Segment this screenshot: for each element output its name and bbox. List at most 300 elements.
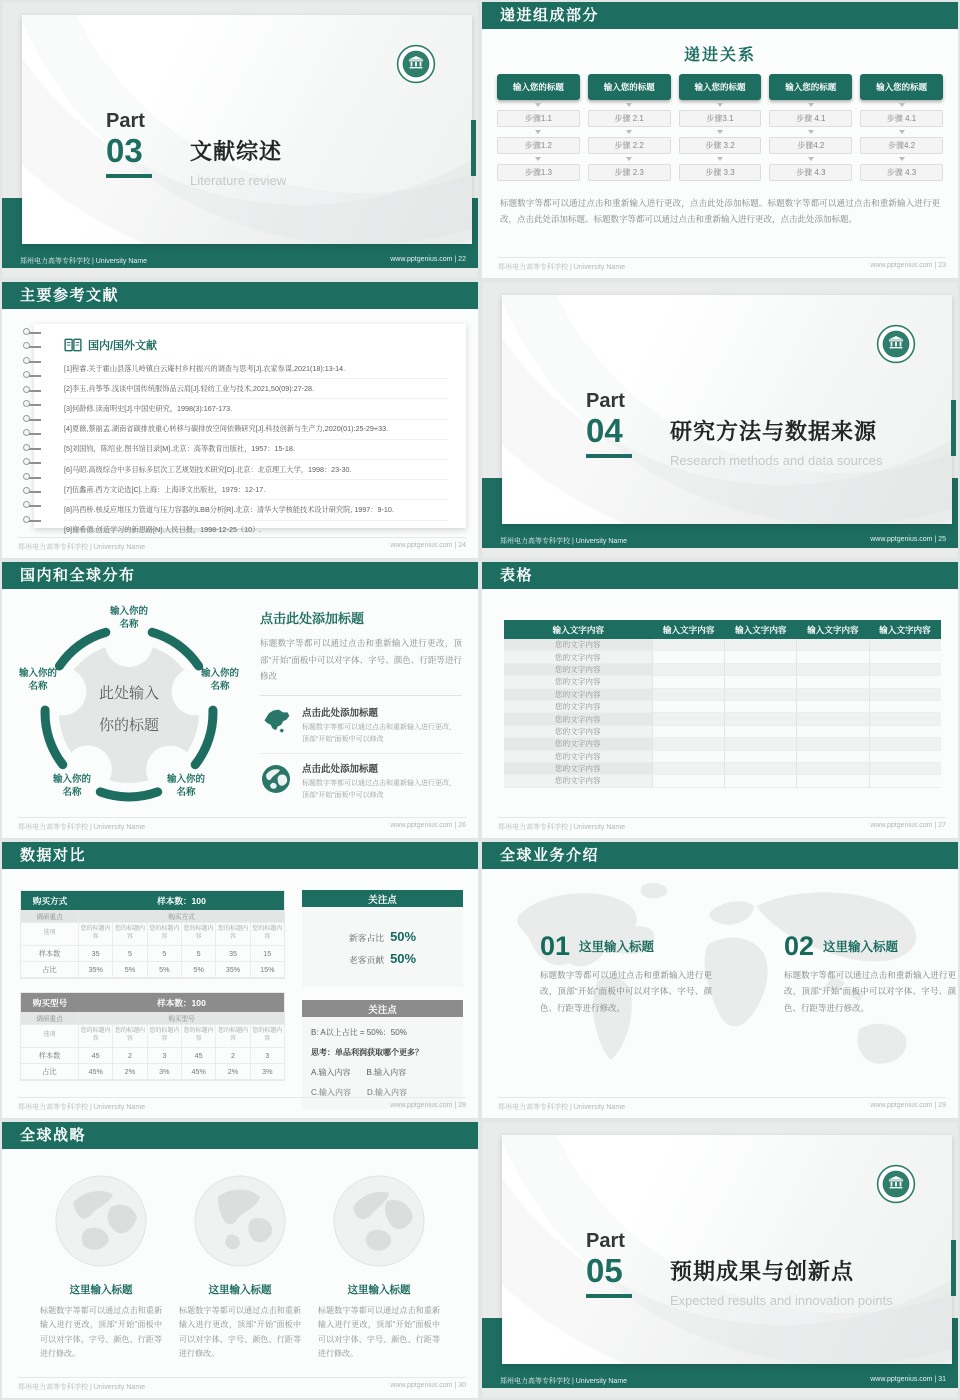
step-box: 步骤4.2 bbox=[860, 137, 943, 154]
part-label: Part bbox=[106, 110, 145, 132]
diagram-title: 递进关系 bbox=[683, 47, 756, 64]
part-number: 04 bbox=[586, 412, 623, 449]
step-box: 步骤 3.3 bbox=[679, 164, 762, 181]
step-box: 步骤1.3 bbox=[497, 164, 580, 181]
table-cell: 您的文字内容 bbox=[504, 763, 653, 775]
data-cell: 2% bbox=[216, 1064, 250, 1080]
divider bbox=[260, 695, 462, 696]
footer-site-page: www.pptgenius.com | 25 bbox=[870, 536, 946, 543]
data-cell: 您的标题内容 bbox=[79, 923, 113, 946]
row-label: 占比 bbox=[21, 962, 79, 978]
column-header: 输入文字内容 bbox=[879, 624, 931, 635]
data-cell: 5% bbox=[113, 962, 147, 978]
reference-item: [8]冯西桥.核反应堆压力管道与压力容器的LBB分析[R].北京：清华大学核能技术设计研究院, 1997：9-10. bbox=[64, 500, 448, 520]
data-cell: 您的标题内容 bbox=[148, 1025, 182, 1048]
item-title: 点击此处添加标题 bbox=[302, 763, 379, 775]
table-cell bbox=[797, 651, 869, 663]
step-box: 步骤3.1 bbox=[679, 110, 762, 127]
part-block bbox=[106, 110, 152, 178]
footer-site-page: www.pptgenius.com | 31 bbox=[870, 1376, 946, 1383]
petal-label: 输入你的 名称 bbox=[200, 668, 239, 692]
arrow-down-icon bbox=[535, 157, 541, 161]
data-cell: 15 bbox=[251, 946, 284, 962]
list-item bbox=[260, 698, 462, 753]
table-cell: 您的文字内容 bbox=[504, 676, 653, 688]
section-title-en: Literature review bbox=[190, 173, 287, 188]
footer-university: 郑州电力高等专科学校 | University Name bbox=[18, 824, 146, 831]
strategy-columns bbox=[2, 1149, 478, 1362]
spiral-ring bbox=[26, 518, 41, 522]
table-cell bbox=[797, 751, 869, 763]
petal-diagram bbox=[18, 606, 239, 816]
data-cell: 您的标题内容 bbox=[216, 1025, 250, 1048]
underline-accent bbox=[586, 454, 632, 458]
footer-university: 郑州电力高等专科学校 | University Name bbox=[500, 1378, 628, 1385]
note-line: C.输入内容 D.输入内容 bbox=[311, 1088, 407, 1097]
footer-university: 郑州电力高等专科学校 | University Name bbox=[498, 264, 626, 271]
part-number: 05 bbox=[586, 1252, 623, 1289]
spiral-ring bbox=[26, 431, 41, 435]
focus-box bbox=[302, 890, 463, 987]
progress-column bbox=[860, 74, 943, 181]
point-number: 01 bbox=[540, 931, 571, 961]
data-cell: 45% bbox=[182, 1064, 216, 1080]
table-row bbox=[504, 763, 941, 775]
stat-label: 新客占比 bbox=[348, 932, 385, 943]
note-line: 思考：单品利润获取哪个更多？ bbox=[311, 1048, 423, 1057]
reference-item: [5]刘国钧，陈绍业.图书馆目录[M].北京：高等教育出版社，1957：15-18. bbox=[64, 440, 448, 460]
row-label: 样本数 bbox=[21, 1048, 79, 1064]
university-seal-logo bbox=[876, 324, 916, 364]
table-cell bbox=[870, 701, 941, 713]
step-box: 步骤 4.1 bbox=[769, 110, 852, 127]
point-body: 标题数字等都可以通过点击和重新输入进行更改，顶部“开始”面板中可以对字体、字号、颜色、行距等进行修改。 bbox=[784, 970, 956, 1013]
slide-footer bbox=[18, 537, 466, 552]
slide-27-table[interactable] bbox=[482, 562, 958, 838]
slide-card bbox=[502, 1135, 952, 1364]
section-title-cn: 研究方法与数据来源 bbox=[670, 419, 878, 444]
step-box: 步骤 2.3 bbox=[588, 164, 671, 181]
spiral-ring bbox=[26, 489, 41, 493]
step-box: 步骤1.1 bbox=[497, 110, 580, 127]
university-seal-logo bbox=[396, 44, 436, 84]
table-row bbox=[504, 664, 941, 676]
panel-title: 点击此处添加标题 bbox=[260, 611, 365, 626]
slide-30-global-strategy[interactable] bbox=[2, 1122, 478, 1398]
slide-28-data-compare[interactable] bbox=[2, 842, 478, 1118]
data-cell: 您的标题内容 bbox=[79, 1025, 113, 1048]
table-cell bbox=[725, 639, 797, 651]
footer-site-page: www.pptgenius.com | 29 bbox=[870, 1102, 946, 1109]
stat-value: 50% bbox=[390, 928, 417, 944]
table-cell: 您的文字内容 bbox=[504, 689, 653, 701]
column-title: 这里输入标题 bbox=[347, 1284, 411, 1296]
data-cell: 2 bbox=[216, 1048, 250, 1064]
panel-body: 标题数字等都可以通过点击和重新输入进行更改，顶部“开始”面板中可以对字体、字号、颜色、行距等进行修改 bbox=[260, 638, 462, 682]
arrow-down-icon bbox=[535, 103, 541, 107]
data-cell: 2 bbox=[113, 1048, 147, 1064]
slide-29-global-business[interactable] bbox=[482, 842, 958, 1118]
focus-boxes bbox=[302, 890, 463, 1118]
table-row bbox=[21, 962, 284, 978]
spiral-ring bbox=[26, 460, 41, 464]
column-title-box: 输入您的标题 bbox=[588, 74, 671, 100]
data-cell: 您的标题内容 bbox=[182, 1025, 216, 1048]
spiral-ring bbox=[26, 402, 41, 406]
table-cell bbox=[653, 689, 725, 701]
step-box: 步骤4.2 bbox=[769, 137, 852, 154]
slide-footer bbox=[18, 817, 466, 832]
row-label: 调研重点 bbox=[21, 910, 79, 923]
table-cell: 您的文字内容 bbox=[504, 701, 653, 713]
petal-label: 输入你的 名称 bbox=[109, 606, 148, 630]
table-header-row bbox=[504, 620, 941, 639]
spiral-ring bbox=[26, 503, 41, 507]
footer-university: 郑州电力高等专科学校 | University Name bbox=[498, 1104, 626, 1111]
table-cell bbox=[725, 701, 797, 713]
table-cell bbox=[870, 676, 941, 688]
table-row bbox=[504, 676, 941, 688]
table-row bbox=[21, 946, 284, 962]
reference-item: [2]李玉,肖筝筝.浅谈中国传统服饰品云肩[J].轻纺工业与技术,2021,50(09):27-28. bbox=[64, 379, 448, 399]
table-title: 购买型号 bbox=[21, 993, 79, 1012]
row-value: 购买方式 bbox=[79, 910, 284, 923]
data-cell: 3 bbox=[251, 1048, 284, 1064]
reference-item: [4]夏薇,蔡丽孟.湖南省碳排放重心转移与碳排放空间依赖研究[J].科技创新与生产力,2020(01):25-29+33. bbox=[64, 420, 448, 440]
column-body: 标题数字等都可以通过点击和重新输入进行更改，顶部“开始”面板中可以对字体、字号、颜色、行距等进行修改。 bbox=[318, 1306, 440, 1359]
footer-site-page: www.pptgenius.com | 30 bbox=[390, 1382, 466, 1389]
data-cell: 45 bbox=[182, 1048, 216, 1064]
data-cell: 2% bbox=[113, 1064, 147, 1080]
column-header: 输入文字内容 bbox=[734, 624, 787, 635]
section-heading bbox=[64, 337, 448, 353]
arrow-down-icon bbox=[808, 103, 814, 107]
data-cell: 45 bbox=[79, 1048, 113, 1064]
table-cell: 您的文字内容 bbox=[504, 639, 653, 651]
section-titles bbox=[670, 1255, 893, 1308]
reference-item: [1]程睿.关于霍山县落儿岭镇白云庵村乡村振兴的调查与思考[J].农家参谋,2021(18):13-14. bbox=[64, 359, 448, 379]
data-cell: 35 bbox=[79, 946, 113, 962]
arrow-down-icon bbox=[808, 130, 814, 134]
petal-label: 输入你的 名称 bbox=[166, 774, 205, 798]
table-cell bbox=[725, 763, 797, 775]
column-body: 标题数字等都可以通过点击和重新输入进行更改，顶部“开始”面板中可以对字体、字号、颜色、行距等进行修改。 bbox=[179, 1306, 301, 1359]
slide-card bbox=[22, 15, 472, 244]
slide-header-bar: 数据对比 bbox=[2, 842, 478, 869]
diagram-center-title: 此处输入 你的标题 bbox=[98, 685, 159, 734]
footer-university: 郑州电力高等专科学校 | University Name bbox=[498, 824, 626, 831]
slide-23-progression[interactable] bbox=[482, 2, 958, 278]
table-title-row bbox=[21, 891, 284, 910]
data-table bbox=[504, 620, 941, 788]
table-cell: 您的文字内容 bbox=[504, 726, 653, 738]
table-cell bbox=[653, 639, 725, 651]
step-box: 步骤1.2 bbox=[497, 137, 580, 154]
table-title: 购买方式 bbox=[21, 891, 79, 910]
table-cell bbox=[797, 676, 869, 688]
reference-item: [7]伍蠡甫.西方文论选[C].上海：上海译文出版社，1979：12-17. bbox=[64, 480, 448, 500]
step-box: 步骤 4.3 bbox=[860, 164, 943, 181]
arrow-down-icon bbox=[626, 157, 632, 161]
data-cell: 35% bbox=[79, 962, 113, 978]
step-box: 步骤 4.1 bbox=[860, 110, 943, 127]
section-title-cn: 预期成果与创新点 bbox=[670, 1259, 855, 1284]
table-row bbox=[504, 738, 941, 750]
slide-26-distribution[interactable] bbox=[2, 562, 478, 838]
section-title: 国内/国外文献 bbox=[88, 340, 158, 352]
data-cell: 您的标题内容 bbox=[113, 923, 147, 946]
slide-22-section-divider[interactable] bbox=[2, 2, 478, 278]
table-row bbox=[504, 713, 941, 725]
arrow-down-icon bbox=[535, 130, 541, 134]
table-cell bbox=[870, 713, 941, 725]
footer-university: 郑州电力高等专科学校 | University Name bbox=[18, 1104, 146, 1111]
data-cell: 45% bbox=[79, 1064, 113, 1080]
section-titles bbox=[670, 415, 882, 468]
petal-label: 输入你的 名称 bbox=[18, 668, 57, 692]
footer-site-page: www.pptgenius.com | 24 bbox=[390, 542, 466, 549]
footer-university: 郑州电力高等专科学校 | University Name bbox=[18, 544, 146, 551]
spiral-ring bbox=[26, 359, 41, 363]
point-title: 这里输入标题 bbox=[579, 940, 655, 955]
data-cell: 3% bbox=[148, 1064, 182, 1080]
column-title-box: 输入您的标题 bbox=[860, 74, 943, 100]
row-label: 样本数 bbox=[21, 946, 79, 962]
underline-accent bbox=[586, 1294, 632, 1298]
slide-31-section-divider[interactable] bbox=[482, 1122, 958, 1398]
table-cell bbox=[653, 763, 725, 775]
data-cell: 您的标题内容 bbox=[216, 923, 250, 946]
data-cell: 您的标题内容 bbox=[251, 1025, 284, 1048]
footer-site-page: www.pptgenius.com | 28 bbox=[390, 1102, 466, 1109]
books-icon bbox=[64, 338, 82, 352]
step-box: 步骤 3.2 bbox=[679, 137, 762, 154]
data-cell: 35% bbox=[216, 962, 250, 978]
note-line: A.输入内容 B.输入内容 bbox=[311, 1068, 407, 1077]
slide-footer bbox=[500, 1372, 946, 1386]
compare-table bbox=[20, 992, 285, 1081]
data-cell: 您的标题内容 bbox=[251, 923, 284, 946]
row-label: 占比 bbox=[21, 1064, 79, 1080]
spiral-ring bbox=[26, 446, 41, 450]
table-cell bbox=[725, 726, 797, 738]
point-number: 02 bbox=[784, 931, 815, 961]
slide-footer bbox=[20, 252, 466, 266]
strategy-column bbox=[179, 1173, 301, 1362]
table-cell bbox=[870, 751, 941, 763]
part-number: 03 bbox=[106, 132, 143, 169]
table-row bbox=[504, 701, 941, 713]
item-title: 点击此处添加标题 bbox=[302, 707, 379, 719]
right-panel bbox=[260, 608, 462, 809]
data-cell: 5% bbox=[182, 962, 216, 978]
section-titles bbox=[190, 135, 286, 188]
item-body: 标题数字等都可以通过点击和重新输入进行更改，顶部“开始”面板中可以修改 bbox=[302, 779, 456, 800]
table-cell bbox=[797, 726, 869, 738]
globe-icon bbox=[53, 1173, 149, 1269]
numbered-point bbox=[540, 931, 712, 1016]
body-paragraph: 标题数字等都可以通过点击和重新输入进行更改，点击此处添加标题。标题数字等都可以通过点击和重新输入进行更改，点击此处添加标题。标题数字等都可以通过点击和重新输入进行更改，点击此处添加标题。 bbox=[500, 198, 940, 224]
slide-header-bar: 表格 bbox=[482, 562, 958, 589]
progress-columns bbox=[497, 74, 943, 181]
column-header: 输入文字内容 bbox=[662, 624, 715, 635]
slide-header-bar: 递进组成部分 bbox=[482, 2, 958, 29]
column-title-box: 输入您的标题 bbox=[497, 74, 580, 100]
sample-count: 样本数：100 bbox=[79, 891, 284, 910]
arrow-down-icon bbox=[717, 130, 723, 134]
arrow-down-icon bbox=[717, 103, 723, 107]
point-body: 标题数字等都可以通过点击和重新输入进行更改，顶部“开始”面板中可以对字体、字号、颜色、行距等进行修改。 bbox=[540, 970, 712, 1013]
slide-footer bbox=[18, 1377, 466, 1392]
spiral-ring bbox=[26, 388, 41, 392]
footer-site-page: www.pptgenius.com | 22 bbox=[390, 256, 466, 263]
column-title-box: 输入您的标题 bbox=[679, 74, 762, 100]
data-cell: 您的标题内容 bbox=[148, 923, 182, 946]
petal-label: 输入你的 名称 bbox=[52, 774, 91, 798]
data-cell: 您的标题内容 bbox=[182, 923, 216, 946]
slide-25-section-divider[interactable] bbox=[482, 282, 958, 558]
table-cell bbox=[870, 738, 941, 750]
part-label: Part bbox=[586, 1230, 625, 1252]
table-cell bbox=[870, 763, 941, 775]
slide-footer bbox=[498, 1097, 946, 1112]
arrow-down-icon bbox=[899, 130, 905, 134]
table-cell: 您的文字内容 bbox=[504, 738, 653, 750]
slide-header-bar: 主要参考文献 bbox=[2, 282, 478, 309]
table-cell bbox=[797, 775, 869, 787]
table-cell bbox=[797, 763, 869, 775]
globe-icon bbox=[260, 763, 292, 795]
table-cell bbox=[870, 775, 941, 787]
progress-column bbox=[679, 74, 762, 181]
focus-box-title: 关注点 bbox=[302, 1000, 463, 1017]
column-header: 输入文字内容 bbox=[807, 624, 859, 635]
table-row bbox=[504, 639, 941, 651]
data-cell: 5 bbox=[182, 946, 216, 962]
table-row bbox=[21, 923, 284, 946]
table-cell bbox=[725, 676, 797, 688]
table-cell bbox=[725, 664, 797, 676]
table-row bbox=[504, 751, 941, 763]
progress-column bbox=[769, 74, 852, 181]
table-cell bbox=[870, 651, 941, 663]
strategy-column bbox=[40, 1173, 162, 1362]
table-cell: 您的文字内容 bbox=[504, 751, 653, 763]
table-row bbox=[21, 1048, 284, 1064]
footer-university: 郑州电力高等专科学校 | University Name bbox=[18, 1384, 146, 1391]
section-title-en: Research methods and data sources bbox=[670, 453, 883, 468]
slide-footer bbox=[18, 1097, 466, 1112]
spiral-ring bbox=[26, 344, 41, 348]
reference-item: [9]谢希德.创造学习的新思路[N].人民日报，1998-12-25（10）. bbox=[64, 525, 262, 535]
right-edge-accent bbox=[951, 400, 956, 456]
table-cell: 您的文字内容 bbox=[504, 775, 653, 787]
slide-header-bar: 全球业务介绍 bbox=[482, 842, 958, 869]
table-cell bbox=[653, 651, 725, 663]
strategy-column bbox=[318, 1173, 440, 1362]
arrow-down-icon bbox=[717, 157, 723, 161]
table-cell bbox=[797, 689, 869, 701]
data-cell: 5 bbox=[148, 946, 182, 962]
item-body: 标题数字等都可以通过点击和重新输入进行更改，顶部“开始”面板中可以修改 bbox=[302, 723, 456, 744]
underline-accent bbox=[106, 174, 152, 178]
column-body: 标题数字等都可以通过点击和重新输入进行更改，顶部“开始”面板中可以对字体、字号、颜色、行距等进行修改。 bbox=[40, 1306, 162, 1359]
spiral-ring bbox=[26, 475, 41, 479]
footer-site-page: www.pptgenius.com | 27 bbox=[870, 822, 946, 829]
table-subhead-row bbox=[21, 1012, 284, 1025]
table-cell bbox=[725, 775, 797, 787]
paper-sheet bbox=[34, 324, 466, 535]
right-edge-accent bbox=[471, 120, 476, 176]
section-title-en: Expected results and innovation points bbox=[670, 1293, 893, 1308]
table-cell: 您的文字内容 bbox=[504, 713, 653, 725]
column-title-box: 输入您的标题 bbox=[769, 74, 852, 100]
table-cell bbox=[725, 751, 797, 763]
section-title-cn: 文献综述 bbox=[190, 139, 283, 164]
progress-column bbox=[588, 74, 671, 181]
table-subhead-row bbox=[21, 910, 284, 923]
table-cell bbox=[653, 664, 725, 676]
footer-site-page: www.pptgenius.com | 26 bbox=[390, 822, 466, 829]
arrow-down-icon bbox=[626, 130, 632, 134]
table-row bbox=[504, 726, 941, 738]
arrow-down-icon bbox=[808, 157, 814, 161]
slide-header-bar: 国内和全球分布 bbox=[2, 562, 478, 589]
focus-box-body bbox=[302, 907, 463, 987]
part-block bbox=[586, 390, 632, 458]
reference-item: [6]马昭.高级综合中多目标多层次工艺规划技术研究[D].北京：北京理工大学，1998：23-30. bbox=[64, 460, 448, 480]
table-cell bbox=[725, 651, 797, 663]
spiral-ring bbox=[26, 417, 41, 421]
column-title: 这里输入标题 bbox=[69, 1284, 133, 1296]
footer-university: 郑州电力高等专科学校 | University Name bbox=[20, 258, 148, 265]
table-cell bbox=[870, 689, 941, 701]
row-label: 选项 bbox=[21, 923, 79, 946]
row-value: 购买型号 bbox=[79, 1012, 284, 1025]
table-cell bbox=[653, 775, 725, 787]
table-cell bbox=[653, 713, 725, 725]
part-block bbox=[586, 1230, 632, 1298]
arrow-down-icon bbox=[626, 103, 632, 107]
table-cell bbox=[870, 639, 941, 651]
compare-tables bbox=[20, 890, 285, 1094]
point-title: 这里输入标题 bbox=[823, 940, 899, 955]
slide-footer bbox=[498, 257, 946, 272]
table-cell bbox=[797, 701, 869, 713]
table-row bbox=[21, 1064, 284, 1080]
step-box: 步骤 2.1 bbox=[588, 110, 671, 127]
stat-value: 50% bbox=[390, 950, 417, 966]
table-row bbox=[504, 651, 941, 663]
table-cell bbox=[870, 664, 941, 676]
data-cell: 35 bbox=[216, 946, 250, 962]
compare-table bbox=[20, 890, 285, 979]
table-cell bbox=[797, 713, 869, 725]
table-cell bbox=[797, 664, 869, 676]
table-cell bbox=[870, 726, 941, 738]
slide-24-references[interactable] bbox=[2, 282, 478, 558]
globe-icon bbox=[331, 1173, 427, 1269]
arrow-down-icon bbox=[899, 103, 905, 107]
step-box: 步骤 2.2 bbox=[588, 137, 671, 154]
part-label: Part bbox=[586, 390, 625, 412]
table-cell bbox=[725, 713, 797, 725]
focus-box-title: 关注点 bbox=[302, 890, 463, 907]
table-cell bbox=[653, 701, 725, 713]
focus-box-body bbox=[302, 1017, 463, 1109]
data-cell: 5 bbox=[113, 946, 147, 962]
table-cell: 您的文字内容 bbox=[504, 651, 653, 663]
